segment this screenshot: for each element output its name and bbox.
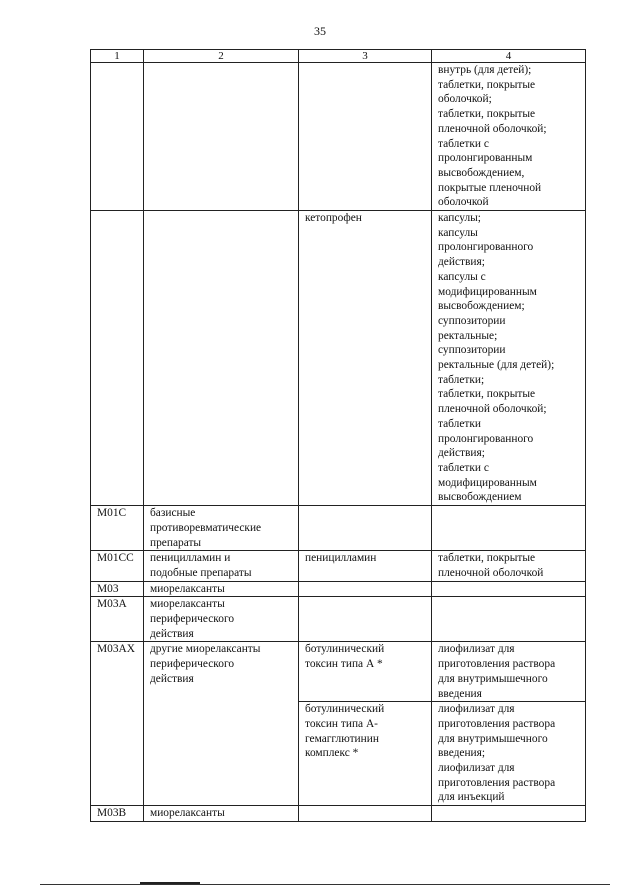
atc-code-cell xyxy=(91,551,144,581)
text-line: ботулинический xyxy=(305,703,385,716)
text-line: таблетки, покрытые xyxy=(438,552,536,565)
group-cell xyxy=(144,581,299,597)
text-line: действия; xyxy=(438,256,485,269)
text-line: токсин типа А * xyxy=(305,658,383,671)
dosage-forms-cell xyxy=(432,211,586,506)
text-line: для инъекций xyxy=(438,791,505,804)
atc-code-cell xyxy=(91,806,144,822)
text-line: пеницилламин xyxy=(305,552,377,565)
text-line: таблетки, покрытые xyxy=(438,108,536,121)
table-row xyxy=(91,63,586,211)
atc-code-cell xyxy=(91,211,144,506)
text-line: пролонгированного xyxy=(438,432,534,445)
drug-name-cell xyxy=(299,642,432,702)
drug-name-cell xyxy=(299,806,432,822)
text-line: приготовления раствора xyxy=(438,776,556,789)
text-line: базисные xyxy=(150,507,196,520)
drug-name-cell xyxy=(299,506,432,551)
group-cell xyxy=(144,63,299,211)
text-line: лиофилизат для xyxy=(438,643,515,656)
page-number: 35 xyxy=(314,24,326,38)
text-line: M01CC xyxy=(97,552,134,565)
table-row xyxy=(91,211,586,506)
text-line: таблетки с xyxy=(438,461,489,474)
text-line: M01C xyxy=(97,507,127,520)
header-col-3: 3 xyxy=(299,50,432,63)
text-line: токсин типа А- xyxy=(305,717,378,730)
table-row xyxy=(91,581,586,597)
page-bottom-rule xyxy=(40,884,610,885)
table-row xyxy=(91,506,586,551)
text-line: высвобождением xyxy=(438,491,522,504)
group-cell xyxy=(144,211,299,506)
text-line: действия xyxy=(150,672,194,685)
text-line: пленочной оболочкой; xyxy=(438,122,547,135)
text-line: лиофилизат для xyxy=(438,762,515,775)
group-cell xyxy=(144,642,299,806)
page-bottom-mark xyxy=(140,882,200,884)
text-line: M03B xyxy=(97,807,127,820)
drug-name-cell xyxy=(299,597,432,642)
text-line: таблетки, покрытые xyxy=(438,78,536,91)
text-line: действия; xyxy=(438,447,485,460)
table-row xyxy=(91,597,586,642)
text-line: подобные препараты xyxy=(150,566,252,579)
text-line: покрытые пленочной xyxy=(438,181,542,194)
header-col-2: 2 xyxy=(144,50,299,63)
text-line: введения; xyxy=(438,747,486,760)
text-line: пролонгированного xyxy=(438,241,534,254)
atc-code-cell xyxy=(91,63,144,211)
text-line: периферического xyxy=(150,658,235,671)
header-col-1: 1 xyxy=(91,50,144,63)
text-line: введения xyxy=(438,687,482,700)
dosage-forms-cell xyxy=(432,551,586,581)
drug-name-cell xyxy=(299,551,432,581)
text-line: оболочкой xyxy=(438,196,489,209)
header-col-4: 4 xyxy=(432,50,586,63)
table-row xyxy=(91,642,586,702)
text-line: высвобождением, xyxy=(438,166,525,179)
text-line: другие миорелаксанты xyxy=(150,643,261,656)
text-line: M03A xyxy=(97,598,127,611)
text-line: ректальные; xyxy=(438,329,498,342)
atc-code-cell xyxy=(91,506,144,551)
medication-table xyxy=(90,49,586,822)
text-line: приготовления раствора xyxy=(438,717,556,730)
text-line: противоревматические xyxy=(150,521,262,534)
text-line: лиофилизат для xyxy=(438,703,515,716)
group-cell xyxy=(144,506,299,551)
group-cell xyxy=(144,597,299,642)
text-line: суппозитории xyxy=(438,314,506,327)
text-line: миорелаксанты xyxy=(150,807,225,820)
text-line: суппозитории xyxy=(438,344,506,357)
text-line: пролонгированным xyxy=(438,152,533,165)
text-line: таблетки с xyxy=(438,137,489,150)
text-line: пленочной оболочкой xyxy=(438,566,544,579)
text-line: препараты xyxy=(150,536,202,549)
text-line: таблетки xyxy=(438,417,482,430)
text-line: ботулинический xyxy=(305,643,385,656)
dosage-forms-cell xyxy=(432,506,586,551)
drug-name-cell xyxy=(299,211,432,506)
text-line: высвобождением; xyxy=(438,300,525,313)
text-line: приготовления раствора xyxy=(438,658,556,671)
text-line: капсулы; xyxy=(438,212,481,225)
dosage-forms-cell xyxy=(432,806,586,822)
text-line: модифицированным xyxy=(438,476,537,489)
text-line: M03 xyxy=(97,582,119,595)
text-line: модифицированным xyxy=(438,285,537,298)
text-line: ректальные (для детей); xyxy=(438,359,555,372)
dosage-forms-cell xyxy=(432,63,586,211)
text-line: таблетки; xyxy=(438,373,485,386)
text-line: действия xyxy=(150,627,194,640)
text-line: гемагглютинин xyxy=(305,732,379,745)
text-line: пленочной оболочкой; xyxy=(438,403,547,416)
text-line: периферического xyxy=(150,613,235,626)
text-line: миорелаксанты xyxy=(150,582,225,595)
atc-code-cell xyxy=(91,581,144,597)
table-row xyxy=(91,806,586,822)
dosage-forms-cell xyxy=(432,597,586,642)
dosage-forms-cell xyxy=(432,581,586,597)
group-cell xyxy=(144,551,299,581)
group-cell xyxy=(144,806,299,822)
text-line: для внутримышечного xyxy=(438,732,548,745)
table-header-row xyxy=(91,50,586,63)
text-line: комплекс * xyxy=(305,747,359,760)
text-line: кетопрофен xyxy=(305,212,362,225)
text-line: внутрь (для детей); xyxy=(438,64,532,76)
text-line: M03AX xyxy=(97,643,135,656)
dosage-forms-cell xyxy=(432,702,586,806)
text-line: пеницилламин и xyxy=(150,552,231,565)
text-line: для внутримышечного xyxy=(438,672,548,685)
drug-name-cell xyxy=(299,581,432,597)
text-line: таблетки, покрытые xyxy=(438,388,536,401)
drug-name-cell xyxy=(299,702,432,806)
text-line: капсулы с xyxy=(438,270,486,283)
text-line: капсулы xyxy=(438,226,478,239)
atc-code-cell xyxy=(91,597,144,642)
dosage-forms-cell xyxy=(432,642,586,702)
text-line: миорелаксанты xyxy=(150,598,225,611)
table-row xyxy=(91,551,586,581)
atc-code-cell xyxy=(91,642,144,806)
text-line: оболочкой; xyxy=(438,93,492,106)
drug-name-cell xyxy=(299,63,432,211)
